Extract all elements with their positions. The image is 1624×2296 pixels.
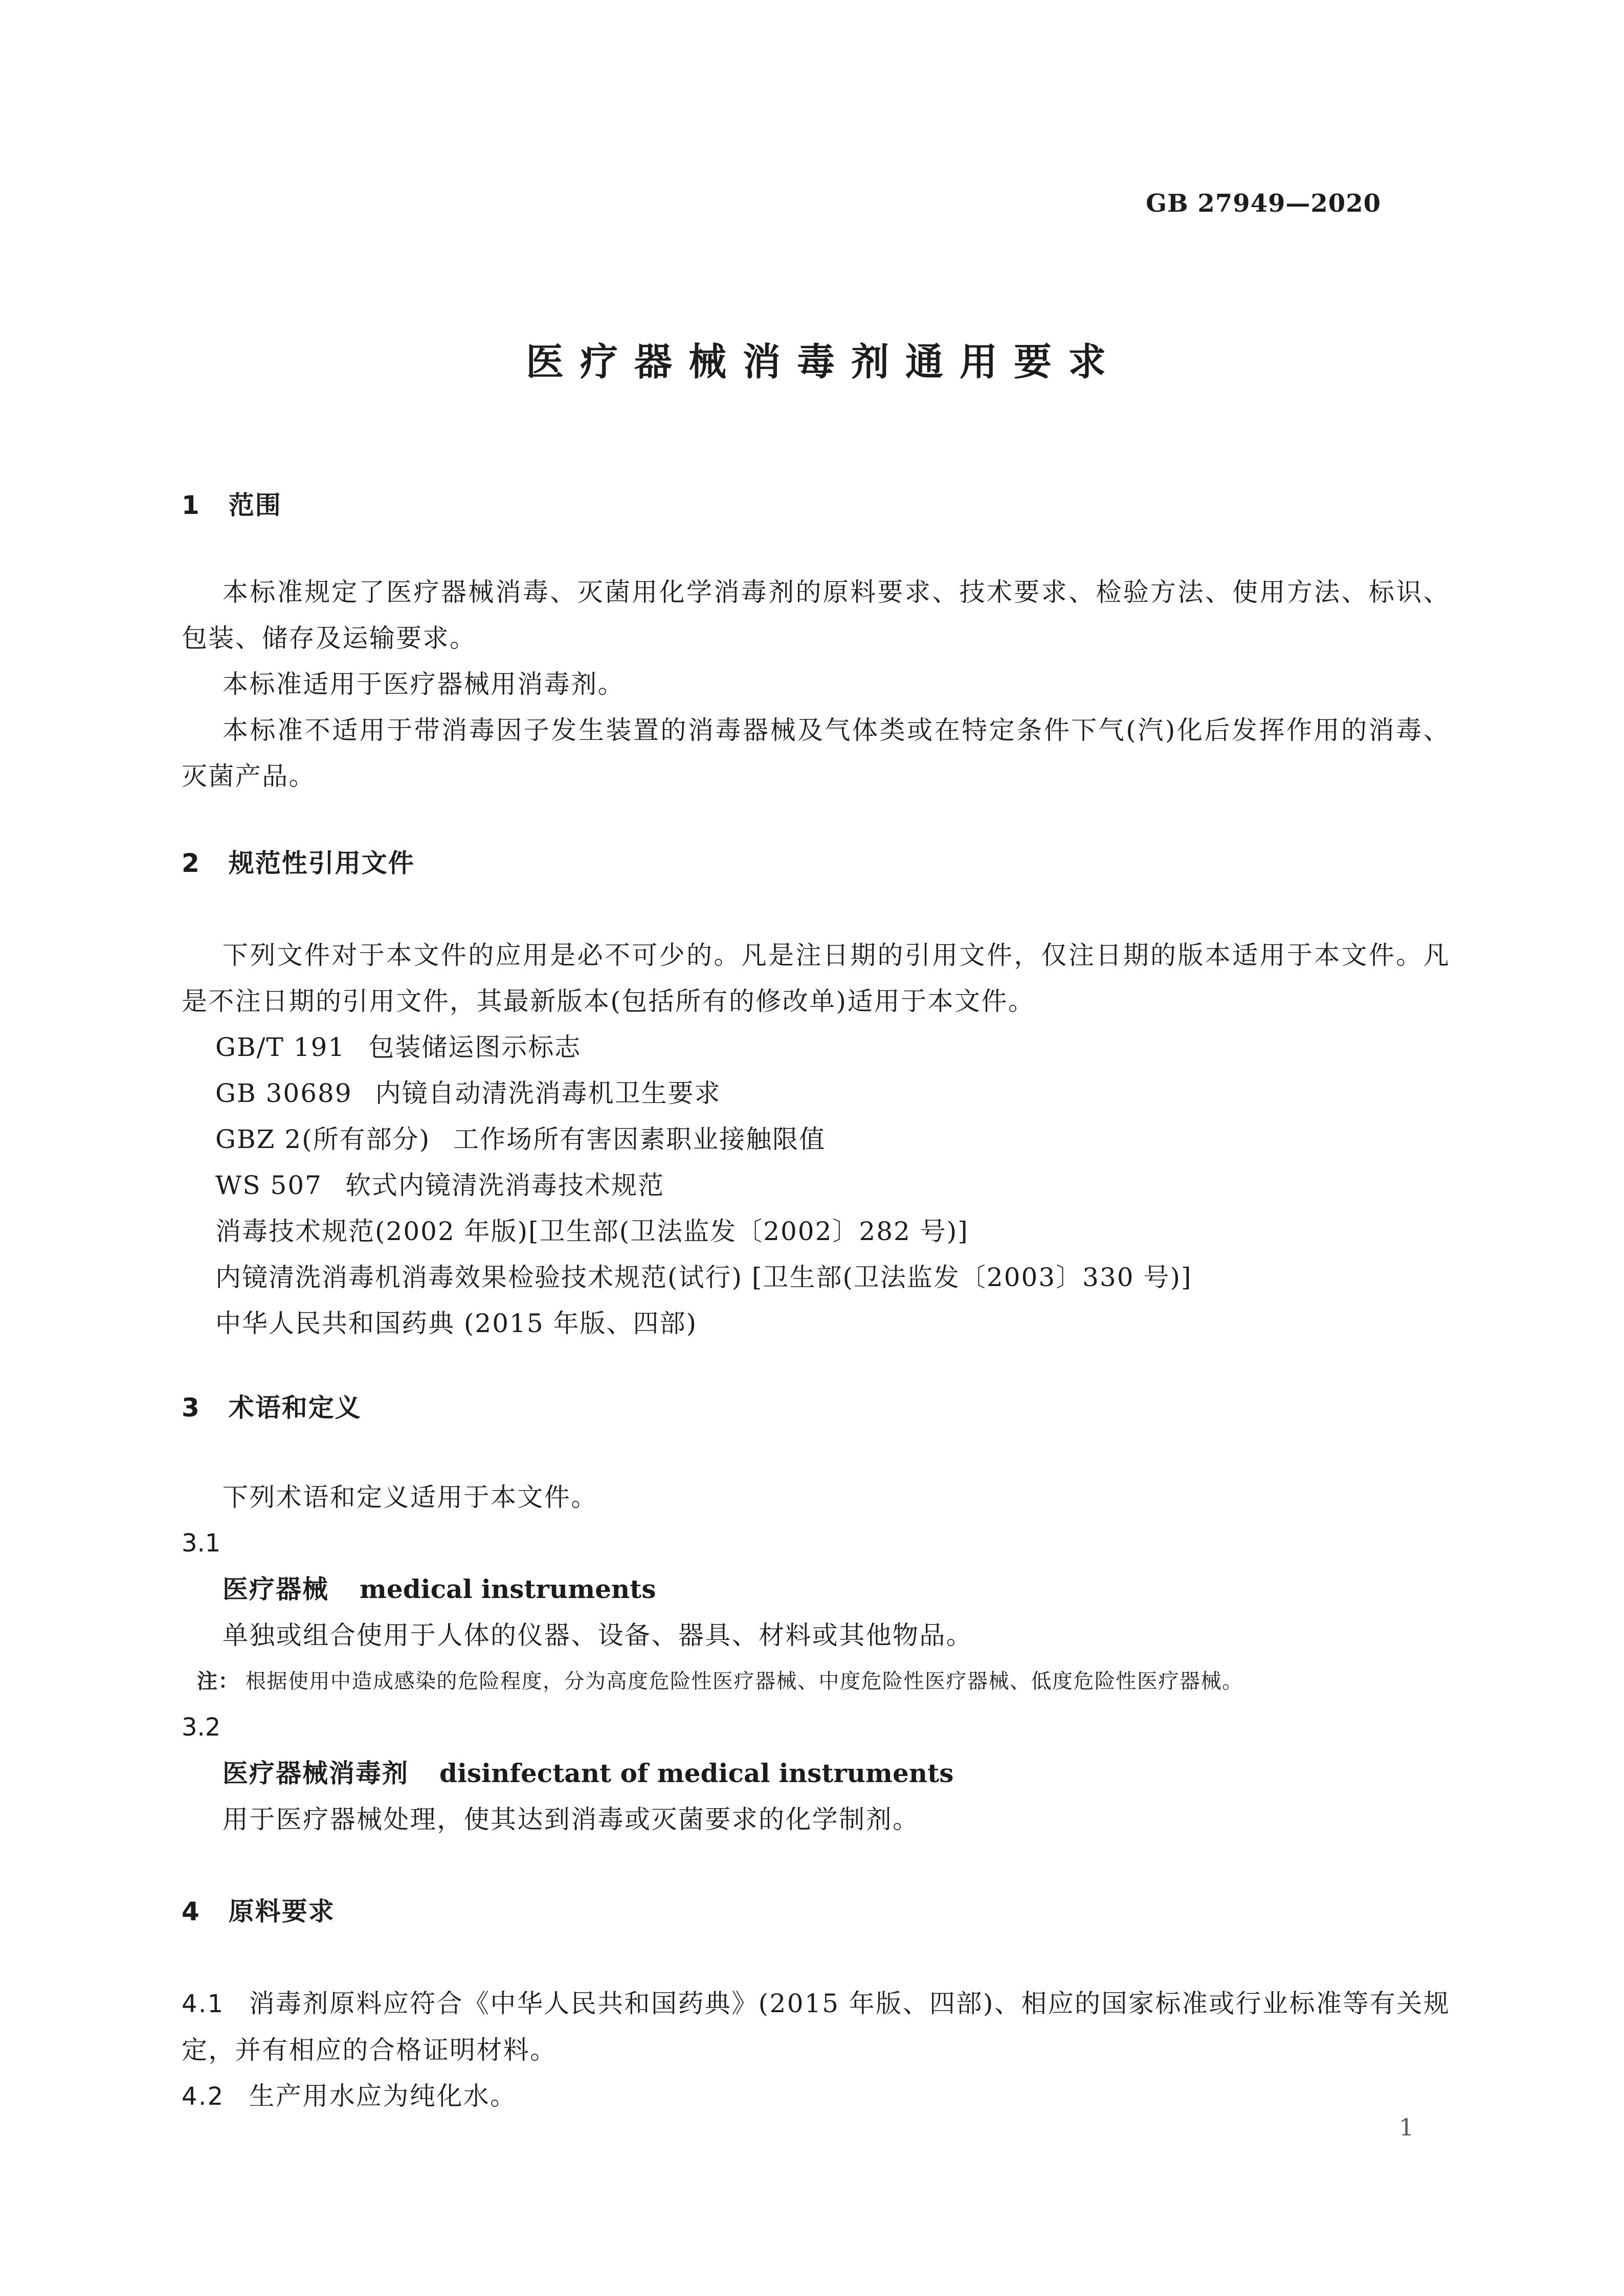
scope-paragraphs — [182, 569, 1450, 799]
reference-title: 消毒技术规范(2002 年版)[卫生部(卫法监发〔2002〕282 号)] — [215, 1217, 969, 1246]
term-number: 3.1 — [182, 1529, 221, 1558]
section-title: 规范性引用文件 — [228, 848, 415, 878]
reference-title: 内镜自动清洗消毒机卫生要求 — [375, 1078, 721, 1108]
section-number: 2 — [182, 848, 201, 878]
reference-title: 包装储运图示标志 — [368, 1032, 582, 1062]
reference-item — [182, 1162, 1450, 1208]
document-title: 医疗器械消毒剂通用要求 — [526, 340, 1122, 384]
term-number: 3.2 — [182, 1713, 221, 1742]
term-line — [182, 1566, 1450, 1612]
reference-item — [182, 1254, 1450, 1300]
section-title: 范围 — [228, 490, 282, 520]
reference-item — [182, 1070, 1450, 1116]
term-definition: 单独或组合使用于人体的仪器、设备、器具、材料或其他物品。 — [223, 1620, 973, 1650]
clause — [182, 2073, 1450, 2120]
clause — [182, 1980, 1450, 2073]
section-title: 原料要求 — [228, 1897, 335, 1926]
references-intro: 下列文件对于本文件的应用是必不可少的。凡是注日期的引用文件，仅注日期的版本适用于本文件。凡是不注日期的引用文件，其最新版本(包括所有的修改单)适用于本文件。 — [182, 940, 1450, 1016]
reference-title: 中华人民共和国药典 (2015 年版、四部) — [215, 1309, 698, 1338]
term-zh: 医疗器械 — [223, 1574, 329, 1604]
clause-text: 生产用水应为纯化水。 — [249, 2081, 517, 2111]
reference-item — [182, 1116, 1450, 1162]
term-entry — [182, 1520, 1450, 1704]
standard-code: GB 27949—2020 — [1146, 189, 1381, 218]
clause-number: 4.2 — [182, 2082, 225, 2111]
reference-title: 内镜清洗消毒机消毒效果检验技术规范(试行) [卫生部(卫法监发〔2003〕330 号)] — [215, 1263, 1192, 1292]
reference-code: WS 507 — [215, 1170, 322, 1200]
materials-clauses — [182, 1980, 1450, 2120]
term-en: disinfectant of medical instruments — [439, 1758, 954, 1788]
section-number: 1 — [182, 490, 201, 520]
clause-text: 消毒剂原料应符合《中华人民共和国药典》(2015 年版、四部)、相应的国家标准或行业标准等有关规定，并有相应的合格证明材料。 — [182, 1989, 1450, 2065]
term-en: medical instruments — [360, 1574, 656, 1604]
section-number: 4 — [182, 1897, 201, 1926]
term-note — [182, 1658, 1450, 1704]
reference-title: 软式内镜清洗消毒技术规范 — [345, 1170, 664, 1200]
scope-paragraph: 本标准适用于医疗器械用消毒剂。 — [223, 669, 625, 699]
term-definition: 用于医疗器械处理，使其达到消毒或灭菌要求的化学制剂。 — [223, 1805, 920, 1834]
term-entry — [182, 1704, 1450, 1842]
term-zh: 医疗器械消毒剂 — [223, 1759, 409, 1788]
content-area — [182, 0, 1450, 2120]
reference-code: GB 30689 — [215, 1078, 352, 1108]
section-heading-scope — [182, 487, 1450, 523]
terms-intro: 下列术语和定义适用于本文件。 — [223, 1482, 598, 1512]
reference-list — [182, 1024, 1450, 1346]
term-line — [182, 1750, 1450, 1796]
scope-paragraph: 本标准规定了医疗器械消毒、灭菌用化学消毒剂的原料要求、技术要求、检验方法、使用方法、标识、包装、储存及运输要求。 — [182, 577, 1450, 653]
section-heading-terms — [182, 1390, 1450, 1426]
page-number: 1 — [1399, 2113, 1414, 2141]
section-heading-materials — [182, 1894, 1450, 1929]
section-title: 术语和定义 — [228, 1393, 362, 1423]
reference-code: GB/T 191 — [215, 1032, 346, 1062]
note-label: 注： — [197, 1670, 239, 1693]
section-number: 3 — [182, 1393, 201, 1423]
reference-title: 工作场所有害因素职业接触限值 — [453, 1124, 826, 1154]
scope-paragraph: 本标准不适用于带消毒因子发生装置的消毒器械及气体类或在特定条件下气(汽)化后发挥作用的消毒、灭菌产品。 — [182, 715, 1450, 791]
section-heading-references — [182, 845, 1450, 881]
reference-item — [182, 1208, 1450, 1254]
clause-number: 4.1 — [182, 1990, 225, 2018]
reference-item — [182, 1300, 1450, 1346]
reference-code: GBZ 2(所有部分) — [215, 1124, 431, 1154]
reference-item — [182, 1024, 1450, 1070]
note-text: 根据使用中造成感染的危险程度，分为高度危险性医疗器械、中度危险性医疗器械、低度危险性医疗器械。 — [246, 1670, 1243, 1693]
